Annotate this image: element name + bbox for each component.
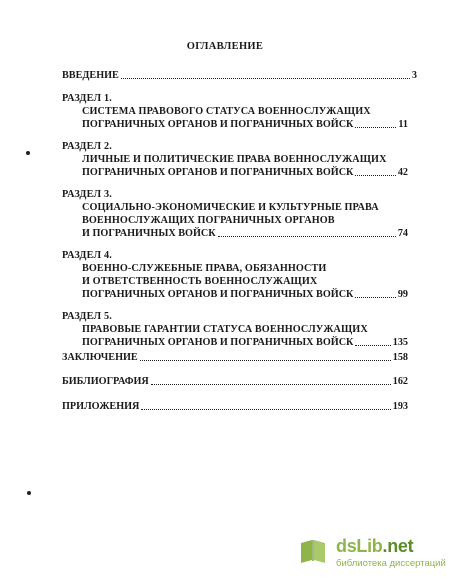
section-4-heading: РАЗДЕЛ 4.: [62, 250, 113, 261]
toc-entry-bibliography[interactable]: [62, 375, 408, 388]
toc-entry-label: ПРИЛОЖЕНИЯ: [62, 401, 140, 412]
dot-leader: [218, 236, 396, 237]
toc-page-number: 3: [411, 70, 417, 81]
section-3-entry[interactable]: [82, 227, 408, 240]
section-4-title-line: ВОЕННО-СЛУЖЕБНЫЕ ПРАВА, ОБЯЗАННОСТИ: [82, 263, 327, 274]
section-1-heading: РАЗДЕЛ 1.: [62, 93, 113, 104]
section-2-heading: РАЗДЕЛ 2.: [62, 141, 113, 152]
section-3-heading: РАЗДЕЛ 3.: [62, 189, 113, 200]
toc-page-number: 42: [397, 167, 408, 178]
dot-leader: [355, 127, 396, 128]
dot-leader: [140, 360, 391, 361]
dot-leader: [141, 409, 390, 410]
toc-page-number: 162: [392, 376, 408, 387]
watermark-brand: [336, 536, 413, 556]
section-5-entry[interactable]: [82, 336, 408, 349]
dot-leader: [151, 384, 391, 385]
section-3-title-line: И ПОГРАНИЧНЫХ ВОЙСК: [82, 228, 216, 239]
toc-page-number: 135: [392, 337, 408, 348]
section-4-entry[interactable]: [82, 288, 408, 301]
watermark-brand-name: dsLib: [336, 536, 383, 556]
toc-entry-appendices[interactable]: [62, 400, 408, 413]
dot-leader: [355, 297, 395, 298]
toc-page-number: 158: [392, 352, 408, 363]
dot-leader: [355, 175, 395, 176]
scan-speck: [27, 491, 31, 495]
section-3-title-line: СОЦИАЛЬНО-ЭКОНОМИЧЕСКИЕ И КУЛЬТУРНЫЕ ПРАВА: [82, 202, 379, 213]
section-5-title-line: ПРАВОВЫЕ ГАРАНТИИ СТАТУСА ВОЕННОСЛУЖАЩИХ: [82, 324, 368, 335]
section-2-entry[interactable]: [82, 166, 408, 179]
toc-entry-label: ВВЕДЕНИЕ: [62, 70, 119, 81]
toc-entry-intro[interactable]: [62, 69, 417, 82]
toc-entry-conclusion[interactable]: [62, 351, 408, 364]
dot-leader: [121, 78, 410, 79]
section-2-title-line: ПОГРАНИЧНЫХ ОРГАНОВ И ПОГРАНИЧНЫХ ВОЙСК: [82, 167, 354, 178]
toc-page-number: 193: [392, 401, 408, 412]
section-3-title-line: ВОЕННОСЛУЖАЩИХ ПОГРАНИЧНЫХ ОРГАНОВ: [82, 215, 335, 226]
watermark-caption: библиотека диссертаций: [336, 558, 446, 569]
section-1-title-line: СИСТЕМА ПРАВОВОГО СТАТУСА ВОЕННОСЛУЖАЩИХ: [82, 106, 371, 117]
toc-page-number: 74: [397, 228, 408, 239]
page-title: ОГЛАВЛЕНИЕ: [186, 41, 264, 52]
toc-page-number: 99: [397, 289, 408, 300]
section-5-title-line: ПОГРАНИЧНЫХ ОРГАНОВ И ПОГРАНИЧНЫХ ВОЙСК: [82, 337, 354, 348]
book-logo-icon: [298, 536, 328, 566]
section-1-title-line: ПОГРАНИЧНЫХ ОРГАНОВ И ПОГРАНИЧНЫХ ВОЙСК: [82, 119, 354, 130]
watermark: [298, 536, 444, 574]
section-2-title-line: ЛИЧНЫЕ И ПОЛИТИЧЕСКИЕ ПРАВА ВОЕННОСЛУЖАЩИХ: [82, 154, 387, 165]
dot-leader: [355, 345, 390, 346]
toc-entry-label: ЗАКЛЮЧЕНИЕ: [62, 352, 138, 363]
toc-entry-label: БИБЛИОГРАФИЯ: [62, 376, 149, 387]
toc-page-number: 11: [398, 119, 408, 130]
section-1-entry[interactable]: [82, 118, 408, 131]
watermark-brand-tld: .net: [382, 536, 414, 556]
section-4-title-line: ПОГРАНИЧНЫХ ОРГАНОВ И ПОГРАНИЧНЫХ ВОЙСК: [82, 289, 354, 300]
section-5-heading: РАЗДЕЛ 5.: [62, 311, 113, 322]
section-4-title-line: И ОТВЕТСТВЕННОСТЬ ВОЕННОСЛУЖАЩИХ: [82, 276, 318, 287]
scan-speck: [26, 151, 30, 155]
